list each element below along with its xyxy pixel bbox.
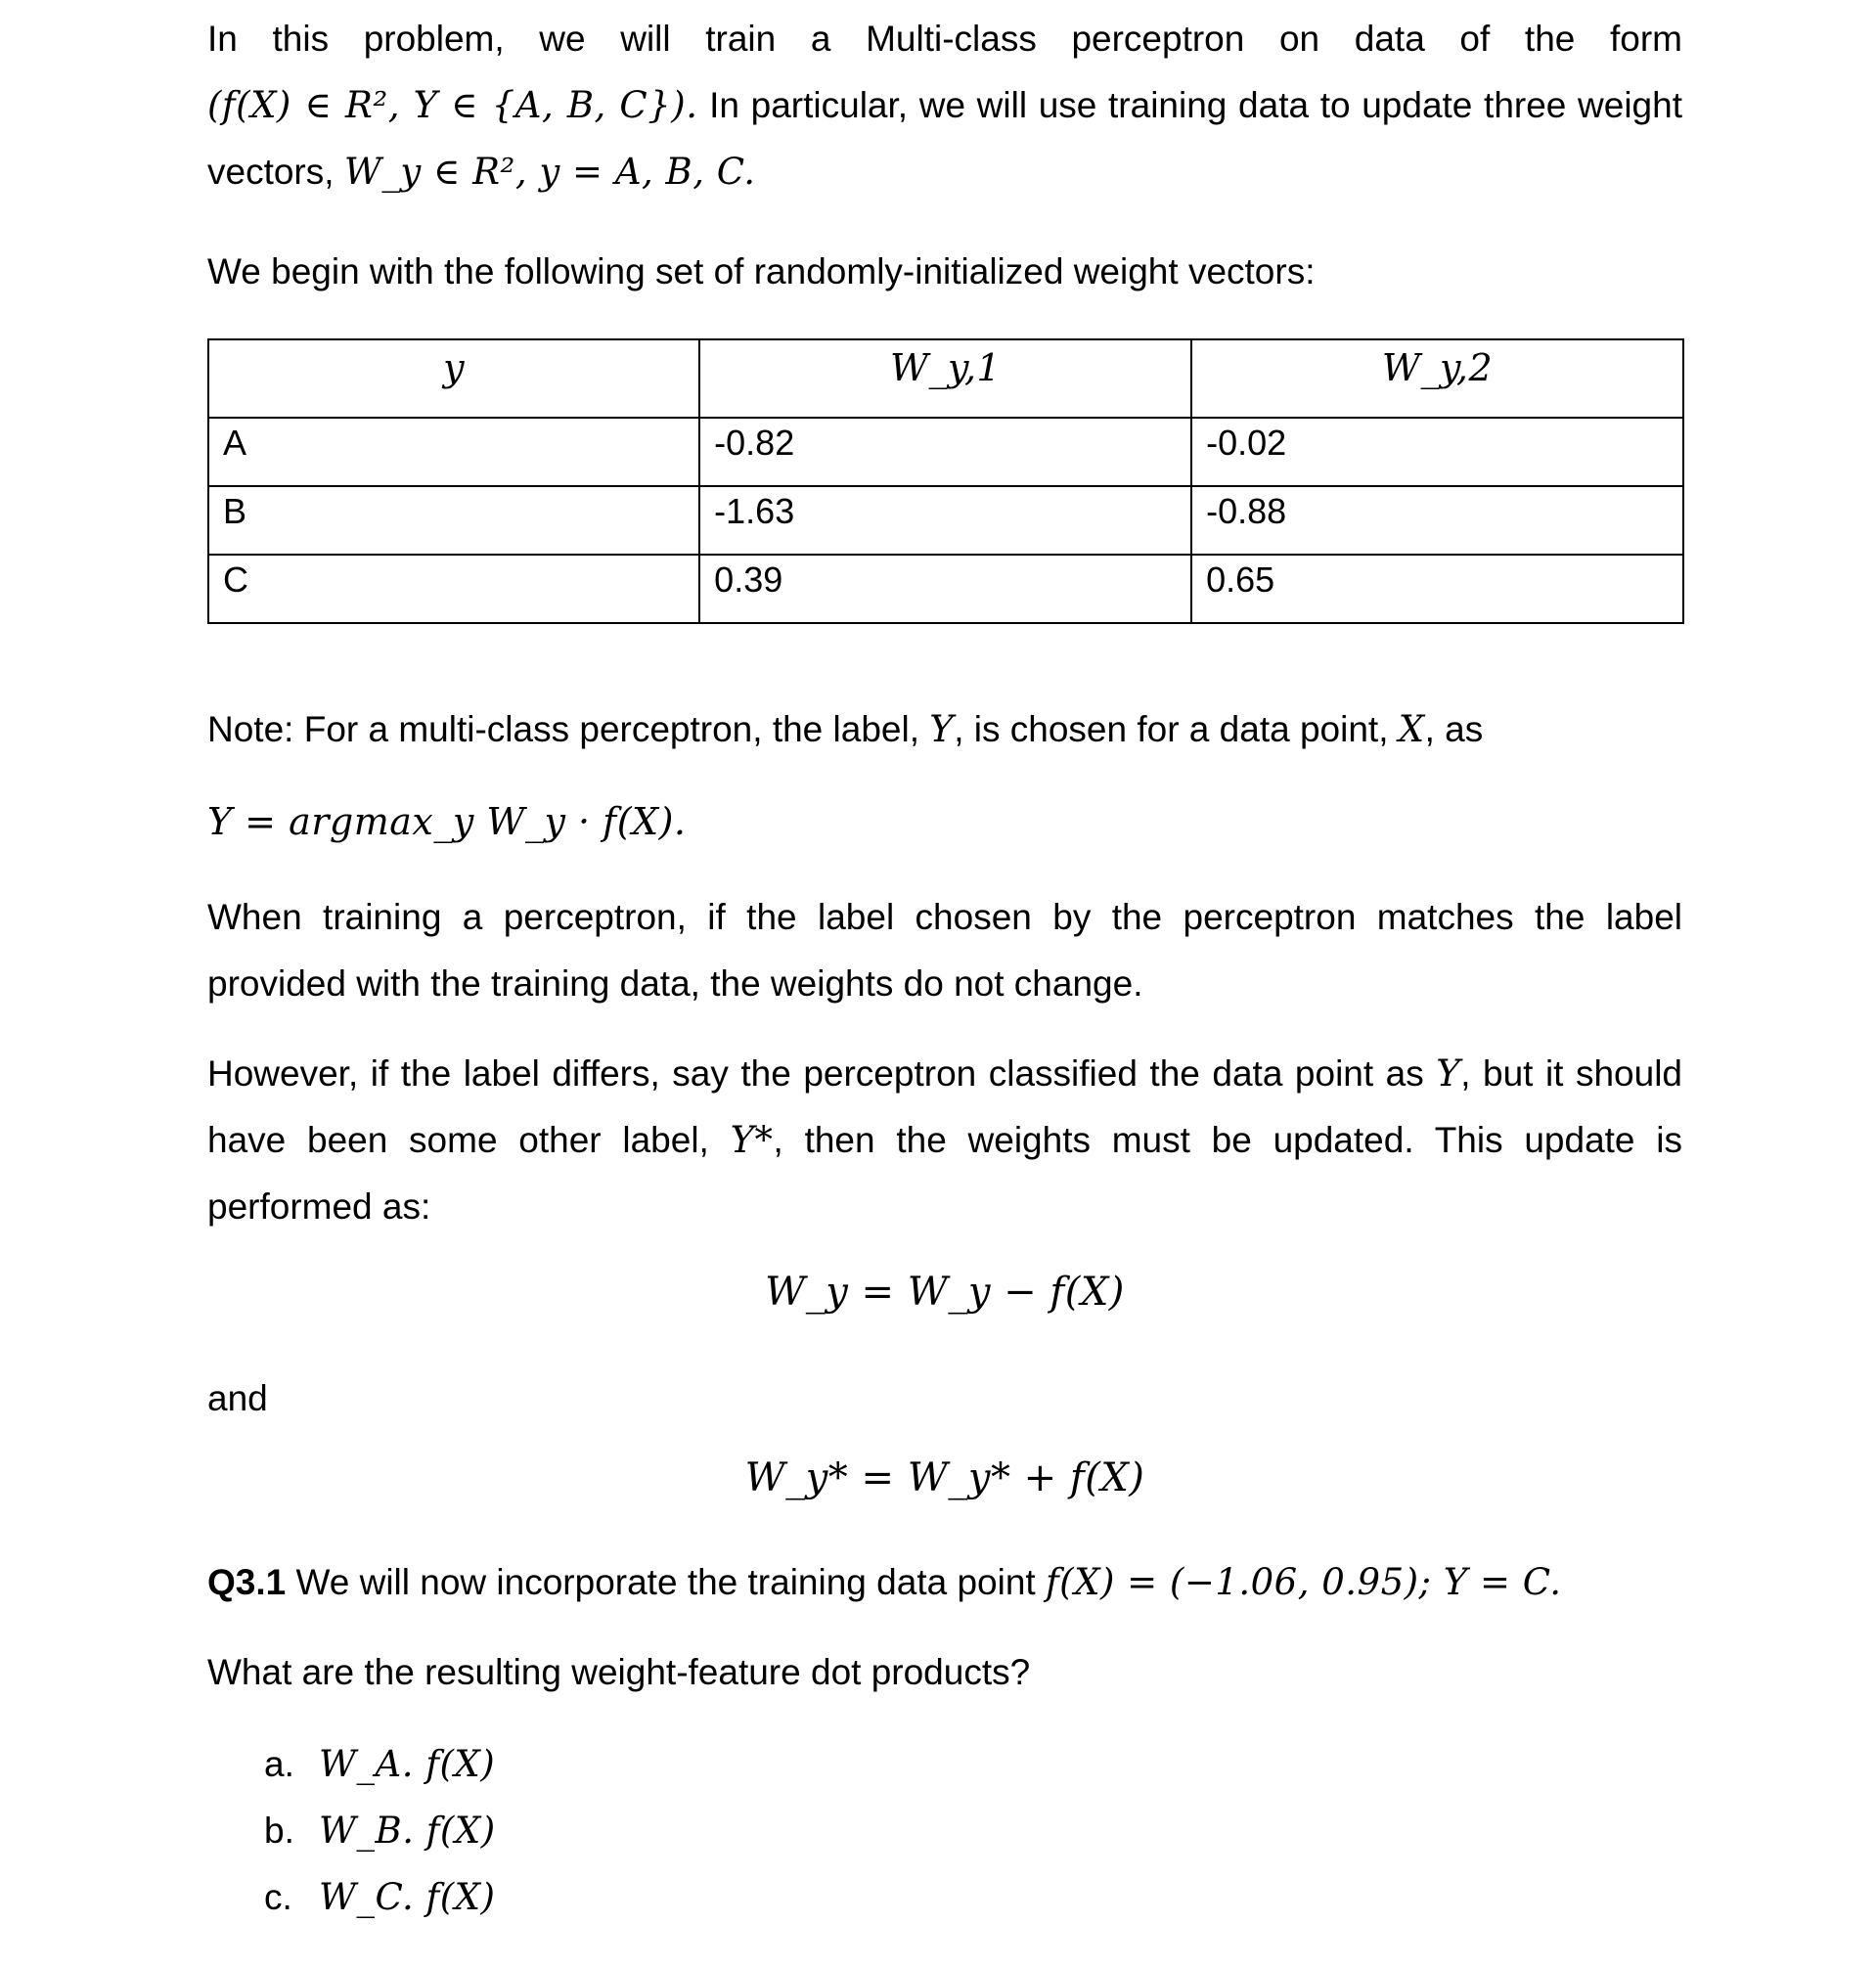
question-line bbox=[207, 1549, 1682, 1616]
intro-paragraph bbox=[207, 6, 1682, 205]
option-a-label: a. bbox=[264, 1744, 294, 1784]
update-line-1 bbox=[207, 1041, 1682, 1107]
update-line-2-a: have been some other label, bbox=[207, 1120, 731, 1160]
option-c-label: c. bbox=[264, 1877, 292, 1917]
intro-line-2-math: (f(X) ∈ R², Y ∈ {A, B, C}). bbox=[207, 84, 698, 126]
option-b-label: b. bbox=[264, 1811, 294, 1851]
update-line-3: performed as: bbox=[207, 1186, 431, 1227]
update-line-2-var: Y* bbox=[730, 1119, 774, 1161]
intro-line-1: In this problem, we will train a Multi-class perceptron on data of the form bbox=[207, 19, 1682, 59]
table-header-w2: W_y,2 bbox=[1191, 339, 1683, 418]
update-line-1-a: However, if the label differs, say the perceptron classified the data point as bbox=[207, 1053, 1437, 1094]
intro-line-3-math: W_y ∈ R², y = A, B, C. bbox=[343, 151, 756, 193]
option-a bbox=[264, 1731, 496, 1798]
update-equation-2: W_y* = W_y* + f(X) bbox=[744, 1455, 1145, 1500]
table-header-w1: W_y,1 bbox=[699, 339, 1191, 418]
option-a-expr: W_A. f(X) bbox=[319, 1743, 496, 1785]
option-c-expr: W_C. f(X) bbox=[319, 1876, 496, 1918]
update-equation-1: W_y = W_y − f(X) bbox=[765, 1270, 1125, 1315]
table-header-y: y bbox=[208, 339, 699, 418]
weight-table bbox=[207, 338, 1684, 624]
table-cell-w1: -1.63 bbox=[699, 486, 1191, 555]
option-b bbox=[264, 1798, 496, 1864]
question-math: f(X) = (−1.06, 0.95); Y = C. bbox=[1045, 1561, 1562, 1603]
update-paragraph bbox=[207, 1041, 1682, 1240]
update-line-2 bbox=[207, 1107, 1682, 1174]
table-cell-w1: 0.39 bbox=[699, 555, 1191, 623]
table-cell-w2: -0.02 bbox=[1191, 418, 1683, 486]
intro-line-2-text: In particular, we will use training data to update three weight bbox=[697, 85, 1682, 125]
update-line-2-b: , then the weights must be updated. This update is bbox=[773, 1120, 1682, 1160]
table-cell-w2: -0.88 bbox=[1191, 486, 1683, 555]
table-cell-w2: 0.65 bbox=[1191, 555, 1683, 623]
table-row bbox=[208, 418, 1683, 486]
intro-line-3 bbox=[207, 139, 1682, 205]
table-row bbox=[208, 555, 1683, 623]
table-cell-y: B bbox=[208, 486, 699, 555]
question-label: Q3.1 bbox=[207, 1562, 287, 1602]
update-line-1-var: Y bbox=[1436, 1052, 1461, 1095]
note-paragraph bbox=[207, 696, 1682, 763]
table-cell-y: C bbox=[208, 555, 699, 623]
question-followup: What are the resulting weight-feature dot products? bbox=[207, 1652, 1031, 1692]
option-c bbox=[264, 1864, 496, 1931]
table-cell-y: A bbox=[208, 418, 699, 486]
intro-line-2 bbox=[207, 72, 1682, 139]
note-text-mid: , is chosen for a data point, bbox=[954, 709, 1399, 749]
note-text-after: , as bbox=[1424, 709, 1484, 749]
intro-line-3-text: vectors, bbox=[207, 152, 344, 192]
argmax-formula: Y = argmax_y W_y · f(X). bbox=[207, 800, 687, 843]
question-text: We will now incorporate the training data point bbox=[286, 1562, 1046, 1602]
begin-text: We begin with the following set of randomly-initialized weight vectors: bbox=[207, 251, 1316, 291]
and-text: and bbox=[207, 1378, 268, 1418]
answer-options bbox=[264, 1731, 496, 1931]
option-b-expr: W_B. f(X) bbox=[319, 1810, 496, 1852]
table-header-row bbox=[208, 339, 1683, 418]
table-row bbox=[208, 486, 1683, 555]
note-var-x: X bbox=[1398, 708, 1425, 750]
note-text-before: Note: For a multi-class perceptron, the label, bbox=[207, 709, 930, 749]
training-paragraph: When training a perceptron, if the label chosen by the perceptron matches the label provided with the training data, the weights do not change. bbox=[207, 897, 1682, 1004]
note-var-y: Y bbox=[929, 708, 955, 750]
update-line-1-b: , but it should bbox=[1460, 1053, 1682, 1094]
table-cell-w1: -0.82 bbox=[699, 418, 1191, 486]
